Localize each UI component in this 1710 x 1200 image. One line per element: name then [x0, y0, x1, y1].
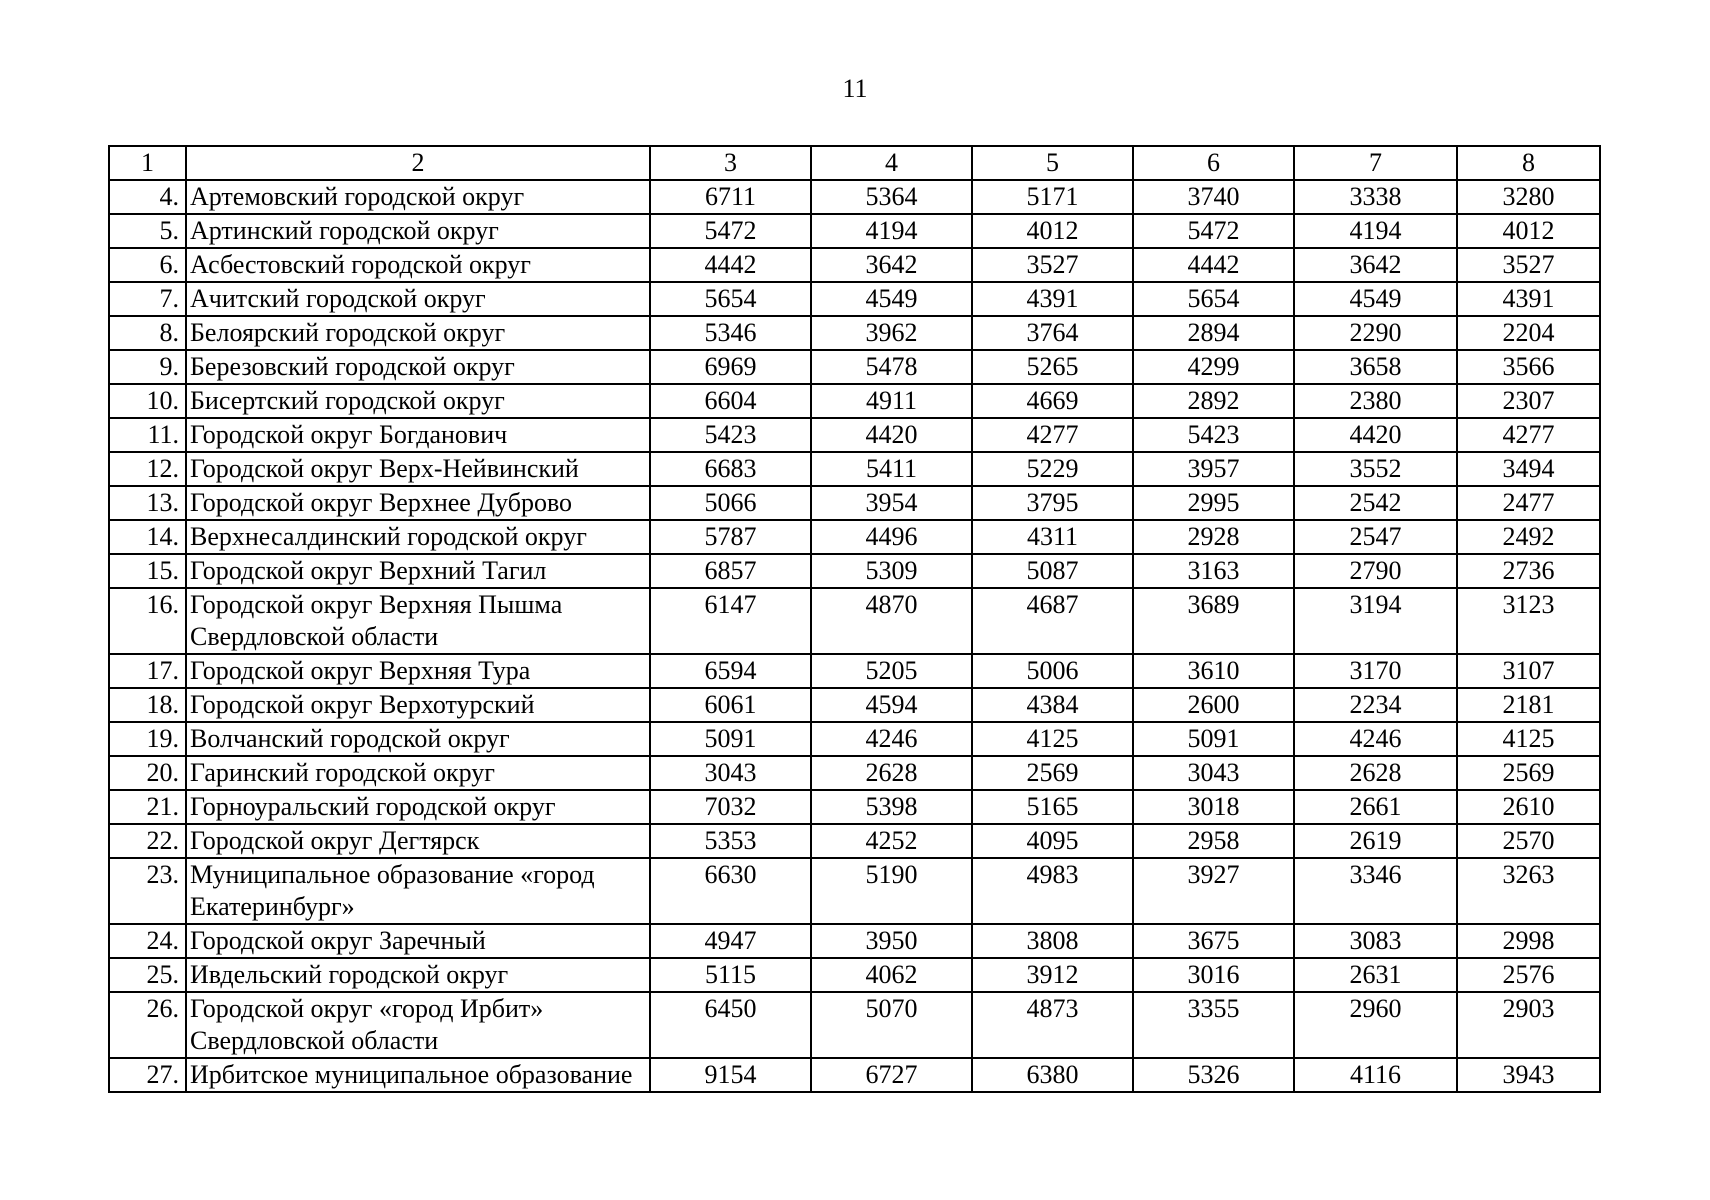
municipality-name-cell: Березовский городской округ: [186, 350, 650, 384]
value-cell-col-8: 2181: [1457, 688, 1600, 722]
value-cell-col-3: 5423: [650, 418, 811, 452]
value-cell-col-5: 3527: [972, 248, 1133, 282]
row-number-cell: 12.: [109, 452, 186, 486]
table-row: [109, 756, 1600, 790]
value-cell-col-5: 4277: [972, 418, 1133, 452]
table-row: [109, 486, 1600, 520]
value-cell-col-4: 5205: [811, 654, 972, 688]
table-row: [109, 924, 1600, 958]
value-cell-col-5: 4125: [972, 722, 1133, 756]
value-cell-col-8: 2307: [1457, 384, 1600, 418]
value-cell-col-8: 2570: [1457, 824, 1600, 858]
value-cell-col-4: 3950: [811, 924, 972, 958]
value-cell-col-8: 2492: [1457, 520, 1600, 554]
value-cell-col-8: 3107: [1457, 654, 1600, 688]
value-cell-col-7: 2628: [1294, 756, 1457, 790]
value-cell-col-7: 4246: [1294, 722, 1457, 756]
value-cell-col-8: 3263: [1457, 858, 1600, 924]
table-row: [109, 418, 1600, 452]
value-cell-col-5: 4012: [972, 214, 1133, 248]
municipality-name-cell: Горноуральский городской округ: [186, 790, 650, 824]
value-cell-col-7: 2380: [1294, 384, 1457, 418]
value-cell-col-4: 5364: [811, 180, 972, 214]
row-number-cell: 18.: [109, 688, 186, 722]
row-number-cell: 20.: [109, 756, 186, 790]
value-cell-col-4: 4420: [811, 418, 972, 452]
row-number-cell: 4.: [109, 180, 186, 214]
table-header-row: [109, 146, 1600, 180]
value-cell-col-6: 2600: [1133, 688, 1294, 722]
value-cell-col-7: 3194: [1294, 588, 1457, 654]
value-cell-col-7: 2960: [1294, 992, 1457, 1058]
value-cell-col-3: 4947: [650, 924, 811, 958]
value-cell-col-4: 4594: [811, 688, 972, 722]
value-cell-col-7: 3338: [1294, 180, 1457, 214]
row-number-cell: 19.: [109, 722, 186, 756]
municipality-name-cell: Гаринский городской округ: [186, 756, 650, 790]
value-cell-col-6: 3610: [1133, 654, 1294, 688]
municipality-name-cell: Городской округ Верхний Тагил: [186, 554, 650, 588]
table-row: [109, 316, 1600, 350]
value-cell-col-7: 2661: [1294, 790, 1457, 824]
value-cell-col-4: 2628: [811, 756, 972, 790]
value-cell-col-8: 4012: [1457, 214, 1600, 248]
value-cell-col-4: 5309: [811, 554, 972, 588]
municipality-name-cell: Городской округ Верхотурский: [186, 688, 650, 722]
municipality-name-cell: Ачитский городской округ: [186, 282, 650, 316]
value-cell-col-6: 5472: [1133, 214, 1294, 248]
value-cell-col-4: 5190: [811, 858, 972, 924]
table-row: [109, 248, 1600, 282]
value-cell-col-5: 3808: [972, 924, 1133, 958]
value-cell-col-3: 6604: [650, 384, 811, 418]
row-number-cell: 24.: [109, 924, 186, 958]
value-cell-col-3: 3043: [650, 756, 811, 790]
value-cell-col-6: 2894: [1133, 316, 1294, 350]
municipality-name-cell: Городской округ Заречный: [186, 924, 650, 958]
value-cell-col-6: 3675: [1133, 924, 1294, 958]
row-number-cell: 25.: [109, 958, 186, 992]
value-cell-col-3: 5353: [650, 824, 811, 858]
value-cell-col-6: 3016: [1133, 958, 1294, 992]
value-cell-col-3: 5472: [650, 214, 811, 248]
row-number-cell: 21.: [109, 790, 186, 824]
table-row: [109, 790, 1600, 824]
value-cell-col-8: 3280: [1457, 180, 1600, 214]
municipality-name-cell: Асбестовский городской округ: [186, 248, 650, 282]
value-cell-col-7: 2547: [1294, 520, 1457, 554]
value-cell-col-8: 2736: [1457, 554, 1600, 588]
row-number-cell: 7.: [109, 282, 186, 316]
value-cell-col-4: 4246: [811, 722, 972, 756]
value-cell-col-8: 4391: [1457, 282, 1600, 316]
value-cell-col-7: 2542: [1294, 486, 1457, 520]
row-number-cell: 26.: [109, 992, 186, 1058]
row-number-cell: 13.: [109, 486, 186, 520]
column-header-5: 5: [972, 146, 1133, 180]
table-row: [109, 688, 1600, 722]
value-cell-col-6: 3927: [1133, 858, 1294, 924]
table-row: [109, 282, 1600, 316]
value-cell-col-3: 5066: [650, 486, 811, 520]
column-header-4: 4: [811, 146, 972, 180]
municipality-name-cell: Городской округ Богданович: [186, 418, 650, 452]
value-cell-col-5: 4983: [972, 858, 1133, 924]
value-cell-col-5: 4669: [972, 384, 1133, 418]
table-row: [109, 384, 1600, 418]
value-cell-col-8: 3943: [1457, 1058, 1600, 1092]
column-header-2: 2: [186, 146, 650, 180]
value-cell-col-3: 5115: [650, 958, 811, 992]
value-cell-col-3: 7032: [650, 790, 811, 824]
row-number-cell: 27.: [109, 1058, 186, 1092]
value-cell-col-5: 6380: [972, 1058, 1133, 1092]
row-number-cell: 22.: [109, 824, 186, 858]
value-cell-col-7: 4116: [1294, 1058, 1457, 1092]
value-cell-col-6: 2958: [1133, 824, 1294, 858]
value-cell-col-4: 5478: [811, 350, 972, 384]
value-cell-col-7: 3170: [1294, 654, 1457, 688]
value-cell-col-7: 4420: [1294, 418, 1457, 452]
column-header-1: 1: [109, 146, 186, 180]
value-cell-col-3: 6147: [650, 588, 811, 654]
value-cell-col-8: 2610: [1457, 790, 1600, 824]
value-cell-col-5: 2569: [972, 756, 1133, 790]
table-row: [109, 452, 1600, 486]
value-cell-col-6: 5423: [1133, 418, 1294, 452]
municipality-name-cell: Городской округ Верхняя Тура: [186, 654, 650, 688]
row-number-cell: 8.: [109, 316, 186, 350]
value-cell-col-8: 3566: [1457, 350, 1600, 384]
municipality-name-cell: Волчанский городской округ: [186, 722, 650, 756]
table-row: [109, 588, 1600, 654]
table-row: [109, 520, 1600, 554]
value-cell-col-8: 2903: [1457, 992, 1600, 1058]
value-cell-col-5: 5229: [972, 452, 1133, 486]
value-cell-col-7: 2790: [1294, 554, 1457, 588]
column-header-7: 7: [1294, 146, 1457, 180]
value-cell-col-8: 4125: [1457, 722, 1600, 756]
column-header-3: 3: [650, 146, 811, 180]
municipality-name-cell: Городской округ «город Ирбит» Свердловской области: [186, 992, 650, 1058]
value-cell-col-5: 3912: [972, 958, 1133, 992]
value-cell-col-5: 4095: [972, 824, 1133, 858]
value-cell-col-8: 2569: [1457, 756, 1600, 790]
row-number-cell: 16.: [109, 588, 186, 654]
value-cell-col-4: 4549: [811, 282, 972, 316]
table-row: [109, 722, 1600, 756]
value-cell-col-7: 2619: [1294, 824, 1457, 858]
value-cell-col-6: 5654: [1133, 282, 1294, 316]
value-cell-col-8: 4277: [1457, 418, 1600, 452]
table-body: [109, 146, 1600, 1092]
value-cell-col-5: 4391: [972, 282, 1133, 316]
value-cell-col-6: 2995: [1133, 486, 1294, 520]
value-cell-col-7: 4549: [1294, 282, 1457, 316]
value-cell-col-7: 3658: [1294, 350, 1457, 384]
value-cell-col-6: 3043: [1133, 756, 1294, 790]
municipality-name-cell: Муниципальное образование «город Екатеринбург»: [186, 858, 650, 924]
value-cell-col-4: 4252: [811, 824, 972, 858]
value-cell-col-3: 5346: [650, 316, 811, 350]
value-cell-col-6: 4299: [1133, 350, 1294, 384]
value-cell-col-7: 3083: [1294, 924, 1457, 958]
value-cell-col-8: 3527: [1457, 248, 1600, 282]
row-number-cell: 11.: [109, 418, 186, 452]
value-cell-col-6: 3689: [1133, 588, 1294, 654]
row-number-cell: 17.: [109, 654, 186, 688]
value-cell-col-3: 5654: [650, 282, 811, 316]
row-number-cell: 6.: [109, 248, 186, 282]
row-number-cell: 23.: [109, 858, 186, 924]
value-cell-col-3: 6857: [650, 554, 811, 588]
value-cell-col-7: 2234: [1294, 688, 1457, 722]
value-cell-col-5: 5165: [972, 790, 1133, 824]
value-cell-col-7: 3346: [1294, 858, 1457, 924]
value-cell-col-4: 6727: [811, 1058, 972, 1092]
column-header-8: 8: [1457, 146, 1600, 180]
municipality-name-cell: Городской округ Верхнее Дуброво: [186, 486, 650, 520]
value-cell-col-3: 6630: [650, 858, 811, 924]
row-number-cell: 15.: [109, 554, 186, 588]
row-number-cell: 9.: [109, 350, 186, 384]
value-cell-col-6: 3957: [1133, 452, 1294, 486]
value-cell-col-8: 2998: [1457, 924, 1600, 958]
value-cell-col-6: 5326: [1133, 1058, 1294, 1092]
municipality-name-cell: Бисертский городской округ: [186, 384, 650, 418]
value-cell-col-3: 6969: [650, 350, 811, 384]
value-cell-col-4: 4194: [811, 214, 972, 248]
column-header-6: 6: [1133, 146, 1294, 180]
municipality-name-cell: Артинский городской округ: [186, 214, 650, 248]
value-cell-col-3: 5787: [650, 520, 811, 554]
value-cell-col-5: 4311: [972, 520, 1133, 554]
table-row: [109, 214, 1600, 248]
value-cell-col-4: 3962: [811, 316, 972, 350]
value-cell-col-5: 4873: [972, 992, 1133, 1058]
value-cell-col-4: 5070: [811, 992, 972, 1058]
value-cell-col-7: 2290: [1294, 316, 1457, 350]
value-cell-col-7: 3552: [1294, 452, 1457, 486]
table-row: [109, 654, 1600, 688]
value-cell-col-3: 5091: [650, 722, 811, 756]
data-table-wrapper: [108, 145, 1601, 1093]
value-cell-col-5: 3795: [972, 486, 1133, 520]
value-cell-col-8: 3494: [1457, 452, 1600, 486]
value-cell-col-7: 4194: [1294, 214, 1457, 248]
municipality-name-cell: Городской округ Дегтярск: [186, 824, 650, 858]
value-cell-col-6: 2928: [1133, 520, 1294, 554]
municipality-name-cell: Городской округ Верх-Нейвинский: [186, 452, 650, 486]
table-row: [109, 958, 1600, 992]
value-cell-col-4: 3642: [811, 248, 972, 282]
municipality-name-cell: Верхнесалдинский городской округ: [186, 520, 650, 554]
value-cell-col-3: 6594: [650, 654, 811, 688]
table-row: [109, 554, 1600, 588]
value-cell-col-8: 2477: [1457, 486, 1600, 520]
value-cell-col-5: 5265: [972, 350, 1133, 384]
value-cell-col-3: 6450: [650, 992, 811, 1058]
value-cell-col-5: 5006: [972, 654, 1133, 688]
municipality-name-cell: Артемовский городской округ: [186, 180, 650, 214]
table-row: [109, 1058, 1600, 1092]
value-cell-col-6: 3163: [1133, 554, 1294, 588]
row-number-cell: 14.: [109, 520, 186, 554]
value-cell-col-4: 4911: [811, 384, 972, 418]
value-cell-col-6: 3740: [1133, 180, 1294, 214]
table-row: [109, 350, 1600, 384]
value-cell-col-3: 4442: [650, 248, 811, 282]
municipality-name-cell: Ивдельский городской округ: [186, 958, 650, 992]
table-row: [109, 180, 1600, 214]
value-cell-col-6: 2892: [1133, 384, 1294, 418]
page-number: 11: [842, 74, 868, 103]
value-cell-col-7: 3642: [1294, 248, 1457, 282]
value-cell-col-4: 4496: [811, 520, 972, 554]
municipality-name-cell: Белоярский городской округ: [186, 316, 650, 350]
value-cell-col-3: 6061: [650, 688, 811, 722]
value-cell-col-8: 2204: [1457, 316, 1600, 350]
row-number-cell: 5.: [109, 214, 186, 248]
value-cell-col-3: 6683: [650, 452, 811, 486]
municipality-name-cell: Ирбитское муниципальное образование: [186, 1058, 650, 1092]
value-cell-col-4: 4870: [811, 588, 972, 654]
value-cell-col-8: 3123: [1457, 588, 1600, 654]
value-cell-col-5: 4687: [972, 588, 1133, 654]
data-table: [108, 145, 1601, 1093]
value-cell-col-5: 3764: [972, 316, 1133, 350]
value-cell-col-7: 2631: [1294, 958, 1457, 992]
value-cell-col-6: 4442: [1133, 248, 1294, 282]
value-cell-col-4: 5398: [811, 790, 972, 824]
value-cell-col-6: 3355: [1133, 992, 1294, 1058]
value-cell-col-8: 2576: [1457, 958, 1600, 992]
value-cell-col-5: 4384: [972, 688, 1133, 722]
table-row: [109, 824, 1600, 858]
value-cell-col-4: 5411: [811, 452, 972, 486]
value-cell-col-5: 5171: [972, 180, 1133, 214]
value-cell-col-6: 3018: [1133, 790, 1294, 824]
value-cell-col-5: 5087: [972, 554, 1133, 588]
table-row: [109, 858, 1600, 924]
value-cell-col-3: 9154: [650, 1058, 811, 1092]
row-number-cell: 10.: [109, 384, 186, 418]
value-cell-col-4: 4062: [811, 958, 972, 992]
municipality-name-cell: Городской округ Верхняя Пышма Свердловской области: [186, 588, 650, 654]
value-cell-col-4: 3954: [811, 486, 972, 520]
table-row: [109, 992, 1600, 1058]
value-cell-col-6: 5091: [1133, 722, 1294, 756]
value-cell-col-3: 6711: [650, 180, 811, 214]
